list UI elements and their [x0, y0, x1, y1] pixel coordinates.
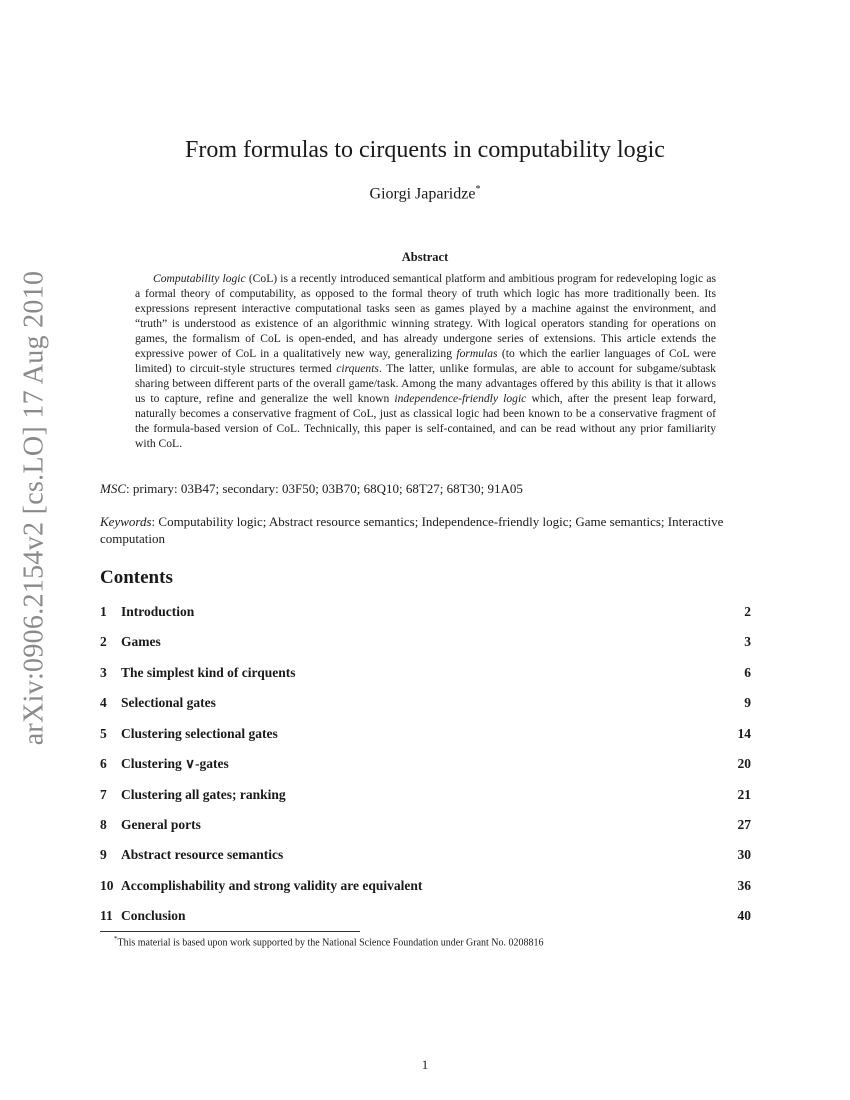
- toc-number: 8: [100, 817, 107, 832]
- toc-title: Clustering ∨-gates: [121, 756, 229, 771]
- footnote: [114, 935, 754, 948]
- arxiv-identifier-text: arXiv:0906.2154v2 [cs.LO] 17 Aug 2010: [18, 270, 50, 746]
- toc-number: 6: [100, 756, 107, 771]
- abstract-term-formulas: formulas: [456, 347, 498, 360]
- keywords-list: : Computability logic; Abstract resource semantics; Independence-friendly logic; Game semantics; Interactive computation: [100, 514, 724, 546]
- footnote-mark: *: [114, 935, 118, 943]
- author-name: Giorgi Japaridze: [369, 185, 476, 203]
- toc-number: 10: [100, 878, 114, 893]
- toc-page: 21: [737, 787, 751, 802]
- toc-entry[interactable]: [100, 724, 751, 744]
- toc-title: Games: [121, 634, 161, 649]
- abstract-text-3: . The latter, unlike formulas, are able to account for subgame/subtask sharing between different parts of the overall game/task. Among the many advantages offered by this ability is that it allows us to capture, refine and generalize the well known: [135, 362, 716, 405]
- toc-entry[interactable]: [100, 663, 751, 683]
- paper-title: From formulas to cirquents in computability logic: [185, 137, 665, 163]
- toc-title: Clustering all gates; ranking: [121, 787, 286, 802]
- abstract-term-if-logic: independence-friendly logic: [394, 392, 527, 405]
- toc-number: 4: [100, 695, 107, 710]
- toc-title: Selectional gates: [121, 695, 216, 710]
- toc-page: 2: [744, 604, 751, 619]
- abstract-body: [135, 271, 716, 451]
- toc-title: Abstract resource semantics: [121, 847, 284, 862]
- toc-page: 6: [744, 665, 751, 680]
- toc-title: Clustering selectional gates: [121, 726, 278, 741]
- abstract-text-1: (CoL) is a recently introduced semantical platform and ambitious program for redeveloping logic as a formal theory of computability, as opposed to the formal theory of truth which logic has more traditionally been. Its expressions represent interactive computational tasks seen as games played by a machine against the environment, and “truth” is understood as existence of an algorithmic winning strategy. With logical operators standing for operations on games, the formalism of CoL is open-ended, and has already undergone series of extensions. This article extends the expressive power of CoL in a qualitatively new way, generalizing: [135, 272, 716, 360]
- toc-page: 3: [744, 634, 751, 649]
- toc-entry[interactable]: [100, 876, 751, 896]
- toc-page: 36: [737, 878, 751, 893]
- toc-entry-label: [100, 787, 286, 803]
- keywords-label: Keywords: [100, 514, 152, 529]
- toc-number: 3: [100, 665, 107, 680]
- toc-number: 5: [100, 726, 107, 741]
- toc-page: 9: [744, 695, 751, 710]
- toc-entry-label: [100, 665, 296, 681]
- abstract-text-4: which, after the present leap forward, naturally becomes a conservative fragment of CoL, just as classical logic had been known to be a conservative fragment of the formula-based version of CoL. Technically, this paper is self-contained, and can be read without any prior familiarity with CoL.: [135, 392, 717, 450]
- toc-title: Accomplishability and strong validity are equivalent: [121, 878, 423, 893]
- msc-classification: [100, 480, 750, 497]
- toc-entry-label: [100, 695, 216, 711]
- toc-page: 40: [737, 908, 751, 923]
- toc-entry[interactable]: [100, 815, 751, 835]
- toc-entry-label: [100, 878, 422, 894]
- author-footnote-mark: *: [475, 184, 481, 195]
- toc-entry-label: [100, 726, 278, 742]
- toc-entry[interactable]: [100, 906, 751, 926]
- toc-entry[interactable]: [100, 785, 751, 805]
- abstract-text-2: (to which the earlier languages of CoL were limited) to circuit-style structures termed: [135, 347, 716, 375]
- toc-entry-label: [100, 756, 229, 772]
- abstract-term-cirquents: cirquents: [336, 362, 379, 375]
- toc-entry[interactable]: [100, 845, 751, 865]
- toc-title: Conclusion: [121, 908, 186, 923]
- footnote-text: This material is based upon work supported by the National Science Foundation under Grant No. 0208816: [117, 937, 544, 949]
- toc-number: 9: [100, 847, 107, 862]
- toc-number: 11: [100, 908, 113, 923]
- toc-entry-label: [100, 634, 161, 650]
- toc-entry[interactable]: [100, 754, 751, 774]
- toc-entry[interactable]: [100, 602, 751, 622]
- contents-heading: Contents: [100, 567, 173, 588]
- arxiv-identifier: [4, 268, 64, 748]
- author-line: [100, 184, 750, 203]
- abstract-heading: Abstract: [401, 250, 449, 264]
- toc-title: Introduction: [121, 604, 195, 619]
- toc-entry-label: [100, 847, 283, 863]
- toc-page: 20: [737, 756, 751, 771]
- toc-entry[interactable]: [100, 632, 751, 652]
- toc-entry-label: [100, 817, 201, 833]
- toc-title: General ports: [121, 817, 201, 832]
- toc-page: 30: [737, 847, 751, 862]
- toc-entry-label: [100, 604, 194, 620]
- page-number: 1: [421, 1057, 429, 1072]
- toc-number: 2: [100, 634, 107, 649]
- msc-label: MSC: [100, 481, 126, 496]
- toc-entry[interactable]: [100, 693, 751, 713]
- toc-entry-label: [100, 908, 186, 924]
- toc-title: The simplest kind of cirquents: [121, 665, 296, 680]
- toc-page: 14: [737, 726, 751, 741]
- toc-number: 7: [100, 787, 107, 802]
- toc-number: 1: [100, 604, 107, 619]
- abstract-term-col: Computability logic: [153, 272, 246, 285]
- toc-page: 27: [737, 817, 751, 832]
- msc-codes: : primary: 03B47; secondary: 03F50; 03B70; 68Q10; 68T27; 68T30; 91A05: [126, 481, 523, 496]
- footnote-rule: [100, 931, 360, 932]
- keywords: [100, 513, 750, 547]
